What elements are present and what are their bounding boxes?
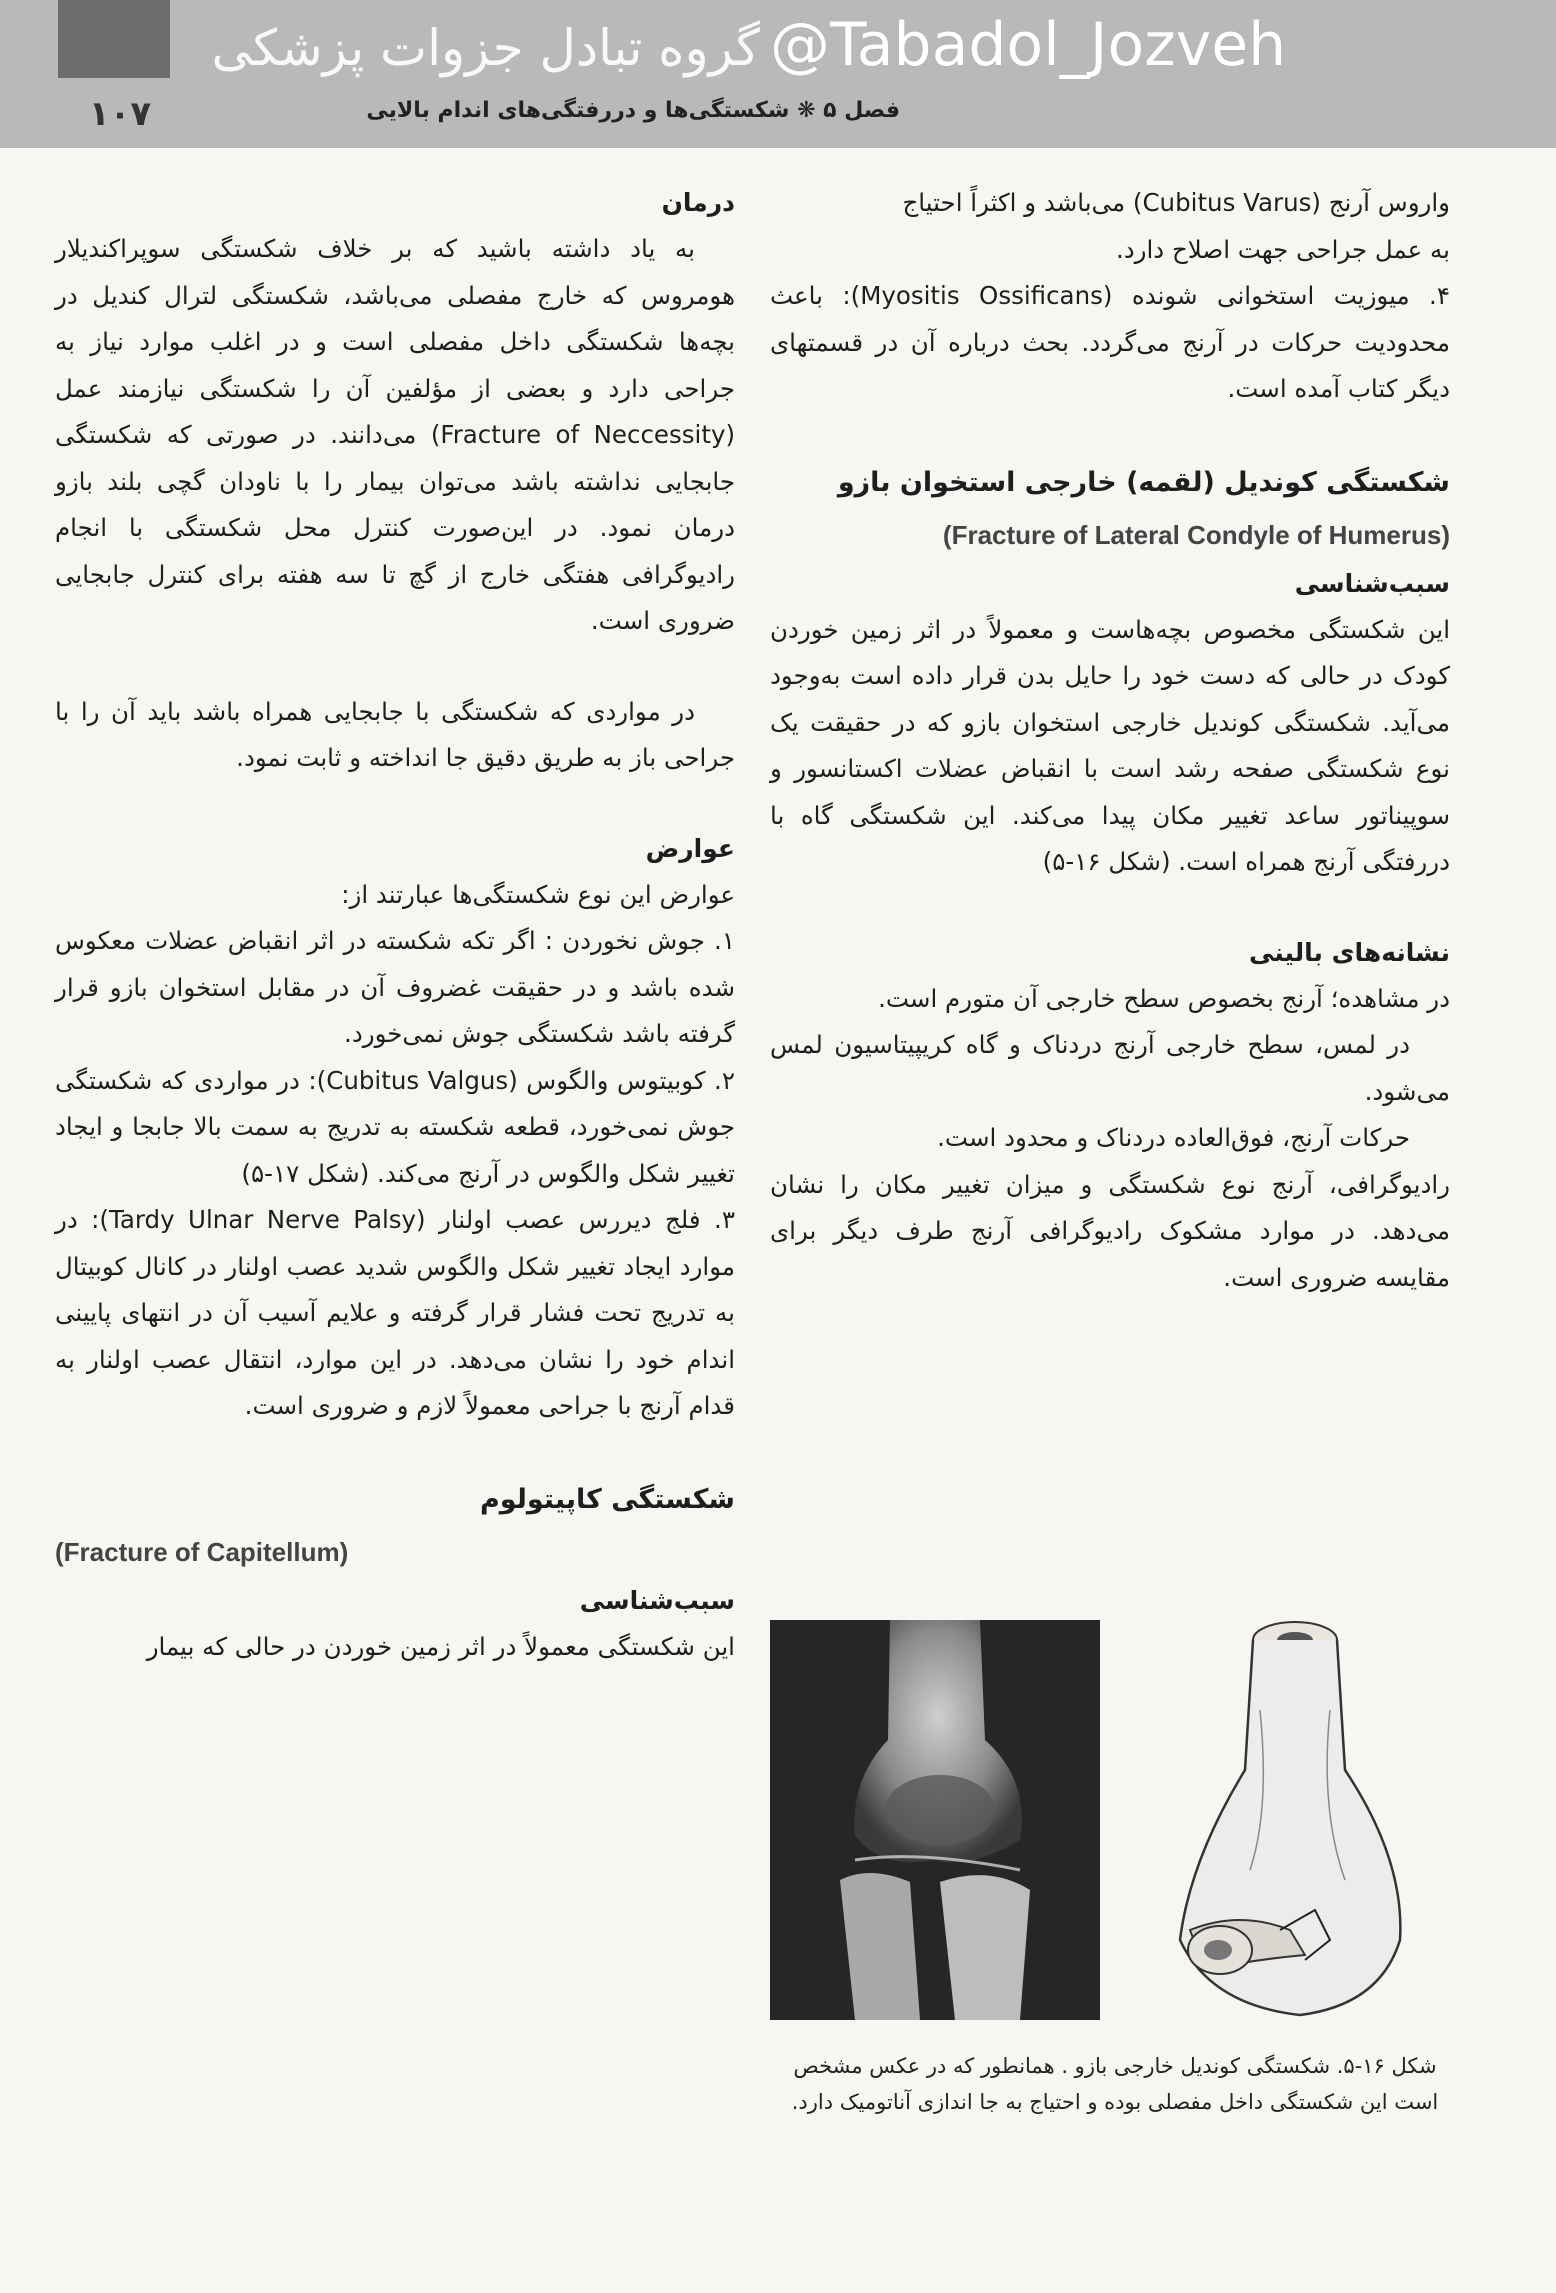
complications-intro: عوارض این نوع شکستگی‌ها عبارتند از: bbox=[341, 879, 735, 909]
treatment-heading: درمان bbox=[661, 188, 735, 217]
complication-ulnar-palsy: ۳. فلج دیررس عصب اولنار (Tardy Ulnar Nerve Palsy): در موارد ایجاد تغییر شکل والگوس شدید عصب اولنار در کانال کوبیتال به تدریج تحت فشار قرار گرفته و علایم آسیب آن در انتهای پایینی اندام خود را نشان می‌دهد. در این موارد، انتقال عصب اولنار به قدام آرنج با جراحی معمولاً لازم و ضروری است. bbox=[55, 1205, 736, 1420]
capitellum-title-en: (Fracture of Capitellum) bbox=[55, 1536, 349, 1567]
watermark-persian: گروه تبادل جزوات پزشکی bbox=[211, 19, 760, 77]
capitellum-title: شکستگی کاپیتولوم bbox=[480, 1483, 735, 1515]
capitellum-etiology-heading: سبب‌شناسی bbox=[579, 1585, 735, 1615]
lateral-condyle-title: شکستگی کوندیل (لقمه) خارجی استخوان بازو bbox=[837, 466, 1450, 498]
bone-illustration bbox=[1130, 1610, 1460, 2030]
clinical-radiography: رادیوگرافی، آرنج نوع شکستگی و میزان تغییر مکان را نشان می‌دهد. در موارد مشکوک رادیوگرافی آرنج طرف دیگر برای مقایسه ضروری است. bbox=[770, 1169, 1450, 1292]
treatment-paragraph-2: در مواردی که شکستگی با جابجایی همراه باشد باید آن را با جراحی باز به طریق دقیق جا انداخته و ثابت نمود. bbox=[55, 696, 735, 772]
treatment-paragraph-1: به یاد داشته باشید که بر خلاف شکستگی سوپراکندیلار هومروس که خارج مفصلی می‌باشد، شکستگی لترال کندیل در بچه‌ها شکستگی داخل مفصلی است و در اغلب موارد نیاز به جراحی دارد و بعضی از مؤلفین آن را شکستگی نیازمند عمل (Fracture of Neccessity) می‌دانند. در صورتی که شکستگی جابجایی نداشته باشد می‌توان بیمار را با ناودان گچی بلند بازو درمان نمود. در این‌صورت کنترل محل شکستگی با انجام رادیوگرافی هفتگی خارج از گچ تا سه هفته برای کنترل جابجایی ضروری است. bbox=[55, 234, 736, 635]
header-dark-tab bbox=[58, 0, 170, 78]
left-column bbox=[55, 180, 735, 1670]
complication-cubitus-valgus: ۲. کوبیتوس والگوس (Cubitus Valgus): در مواردی که شکستگی جوش نمی‌خورد، قطعه شکسته به تدریج به سمت بالا جابجا و ایجاد تغییر شکل والگوس در آرنج می‌کند. (شکل ۱۷-۵) bbox=[55, 1065, 735, 1188]
clinical-palpation: در لمس، سطح خارجی آرنج دردناک و گاه کریپیتاسیون لمس می‌شود. bbox=[770, 1030, 1450, 1106]
clinical-observation: در مشاهده؛ آرنج بخصوص سطح خارجی آن متورم است. bbox=[878, 983, 1450, 1013]
figure-caption: شکل ۱۶-۵. شکستگی کوندیل خارجی بازو . همانطور که در عکس مشخص است این شکستگی داخل مفصلی بوده و احتیاج به جا اندازی آناتومیک دارد. bbox=[791, 2054, 1439, 2114]
etiology-heading: سبب‌شناسی bbox=[1294, 568, 1450, 598]
capitellum-etiology-text: این شکستگی معمولاً در اثر زمین خوردن در حالی که بیمار bbox=[146, 1631, 735, 1661]
myositis-item: ۴. میوزیت استخوانی شونده (Myositis Ossificans): باعث محدودیت حرکات در آرنج می‌گردد. بحث درباره آن در قسمتهای دیگر کتاب آمده است. bbox=[770, 281, 1450, 403]
intro-line-1: واروس آرنج (Cubitus Varus) می‌باشد و اکثراً احتیاج bbox=[902, 188, 1450, 217]
elbow-xray-image bbox=[770, 1620, 1100, 2020]
complications-heading: عوارض bbox=[645, 833, 735, 863]
watermark-handle: @Tabadol_Jozveh bbox=[770, 10, 1287, 80]
intro-line-2: به عمل جراحی جهت اصلاح دارد. bbox=[1115, 234, 1450, 264]
etiology-text: این شکستگی مخصوص بچه‌هاست و معمولاً در اثر زمین خوردن کودک در حالی که دست خود را حایل بدن قرار داده است به‌وجود می‌آید. شکستگی کوندیل خارجی استخوان بازو که در حقیقت یک نوع شکستگی صفحه رشد است با انقباض عضلات اکستانسور و سوپیناتور ساعد تغییر مکان پیدا می‌کند. این شکستگی گاه با دررفتگی آرنج همراه است. (شکل ۱۶-۵) bbox=[770, 614, 1450, 876]
complication-nonunion: ۱. جوش نخوردن : اگر تکه شکسته در اثر انقباض عضلات معکوس شده باشد و در حقیقت غضروف آن در مقابل استخوان بازو قرار گرفته باشد شکستگی جوش نمی‌خورد. bbox=[55, 926, 735, 1048]
xray-drawing bbox=[770, 1620, 1100, 2020]
humerus-drawing bbox=[1130, 1610, 1460, 2030]
right-column bbox=[770, 180, 1450, 1301]
clinical-signs-heading: نشانه‌های بالینی bbox=[1249, 937, 1450, 967]
lateral-condyle-title-en: (Fracture of Lateral Condyle of Humerus) bbox=[942, 519, 1450, 550]
page-number: ۱۰۷ bbox=[88, 94, 152, 134]
running-head: فصل ۵ ❋ شکستگی‌ها و دررفتگی‌های اندام بالایی bbox=[366, 98, 900, 123]
clinical-motion: حرکات آرنج، فوق‌العاده دردناک و محدود است. bbox=[937, 1123, 1410, 1152]
